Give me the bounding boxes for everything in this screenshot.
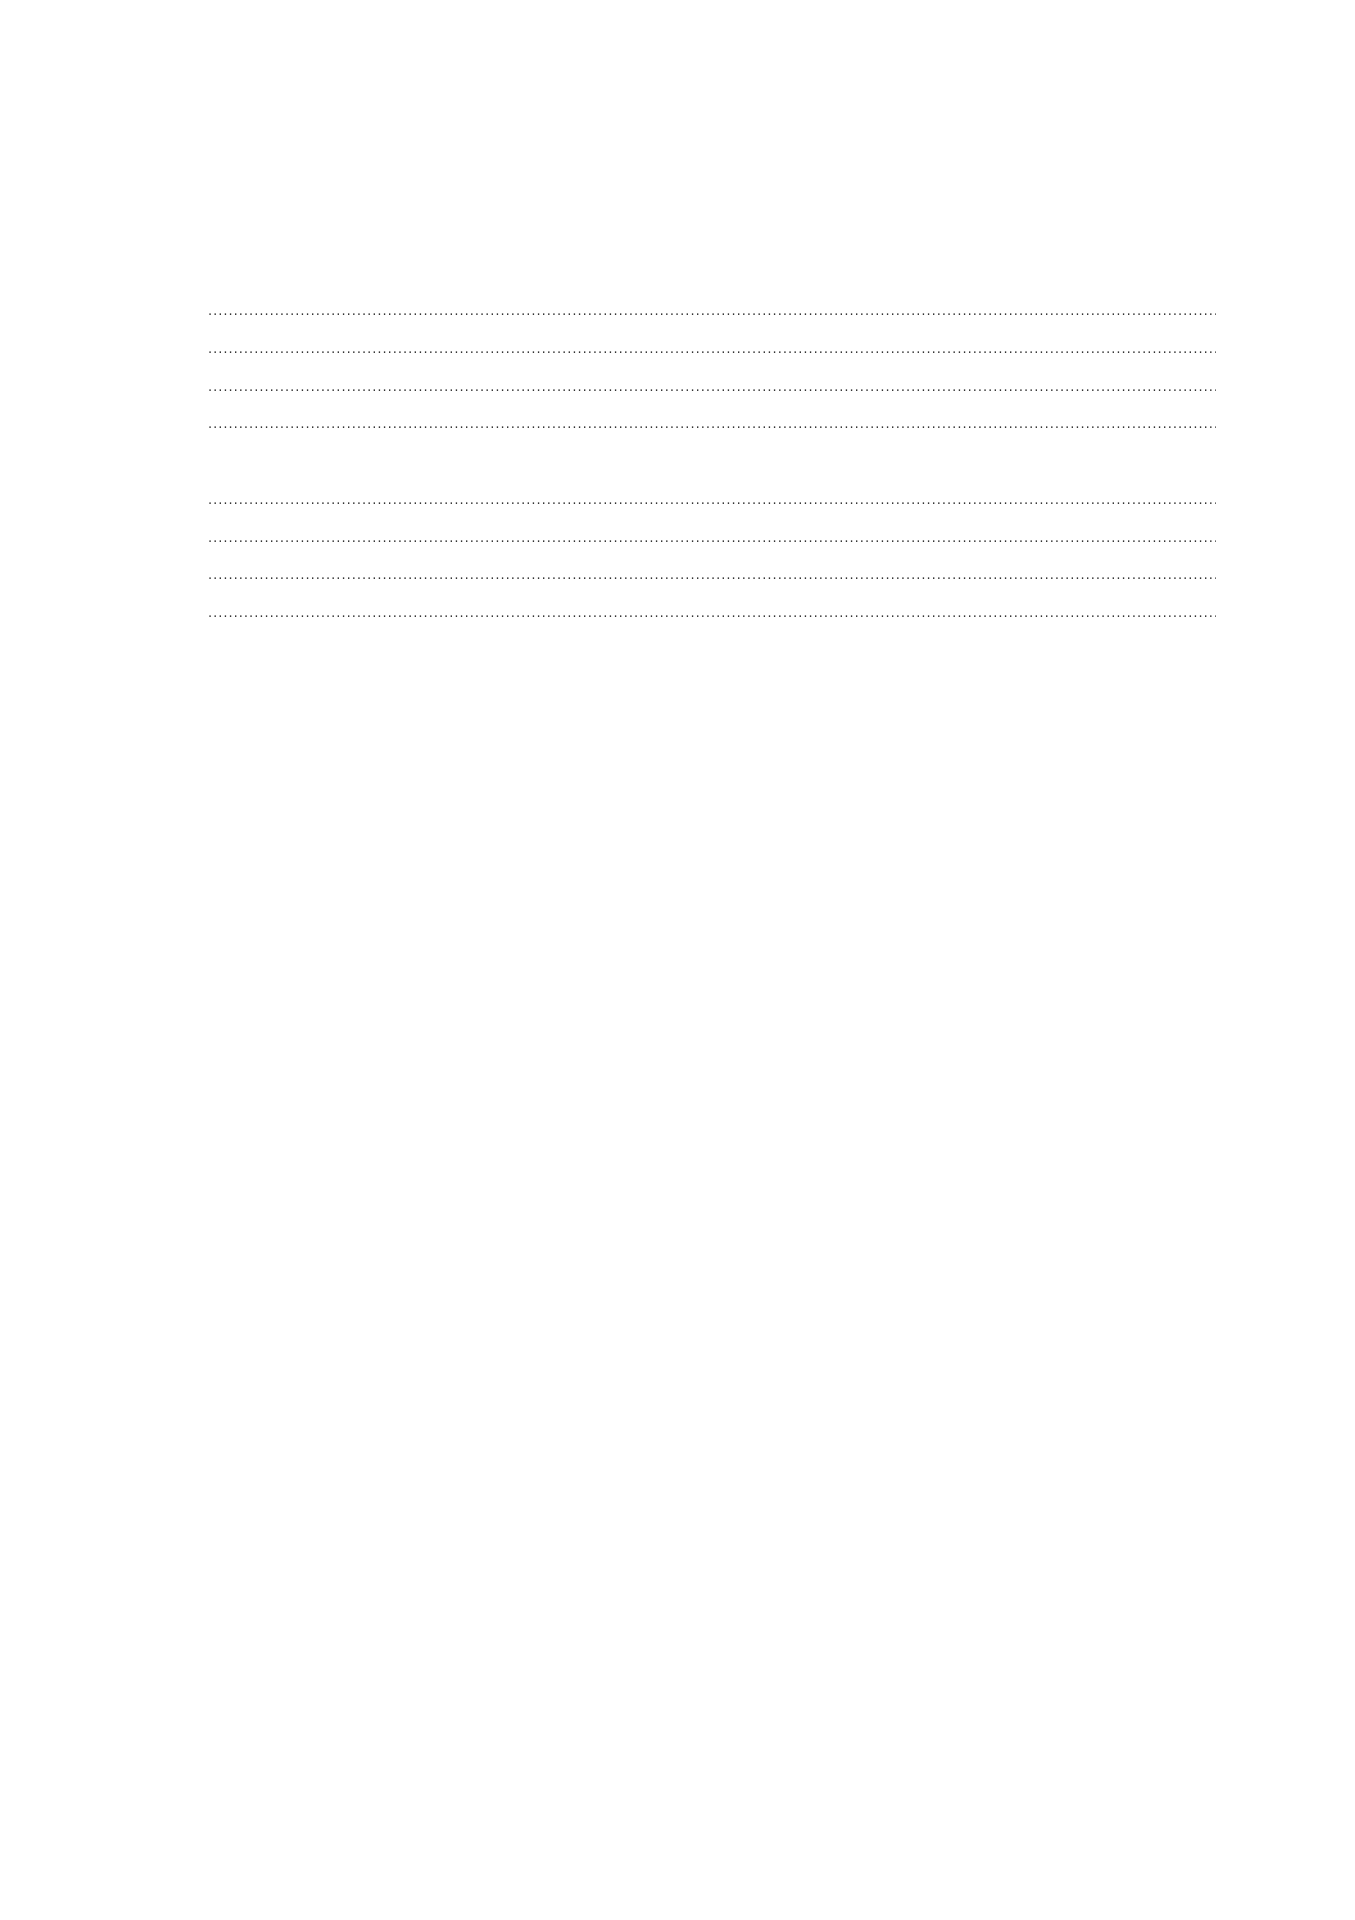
toc-entry-canal-line2[interactable]	[148, 478, 1218, 516]
toc-entry-mucocele[interactable]	[148, 365, 1218, 403]
toc-entry-halitosis[interactable]	[148, 403, 1218, 441]
dot-leader	[208, 599, 1216, 629]
dot-leader	[208, 373, 1216, 403]
toc-entry-canal-line1	[148, 440, 1218, 478]
table-of-contents	[148, 182, 1218, 629]
dot-leader	[208, 561, 1216, 591]
toc-entry-lstr[interactable]	[148, 516, 1218, 554]
dot-leader	[208, 335, 1216, 365]
toc-entry-nail-biting[interactable]	[148, 591, 1218, 629]
dot-leader	[208, 410, 1216, 440]
toc-entry-desensitize-line1	[148, 252, 1218, 290]
chapter-heading	[148, 194, 1218, 244]
toc-entry-bleaching[interactable]	[148, 327, 1218, 365]
dot-leader	[208, 524, 1216, 554]
toc-entry-thumb-sucking[interactable]	[148, 554, 1218, 592]
dot-leader	[208, 486, 1216, 516]
dot-leader	[208, 297, 1216, 327]
toc-entry-desensitize-line2[interactable]	[148, 290, 1218, 328]
